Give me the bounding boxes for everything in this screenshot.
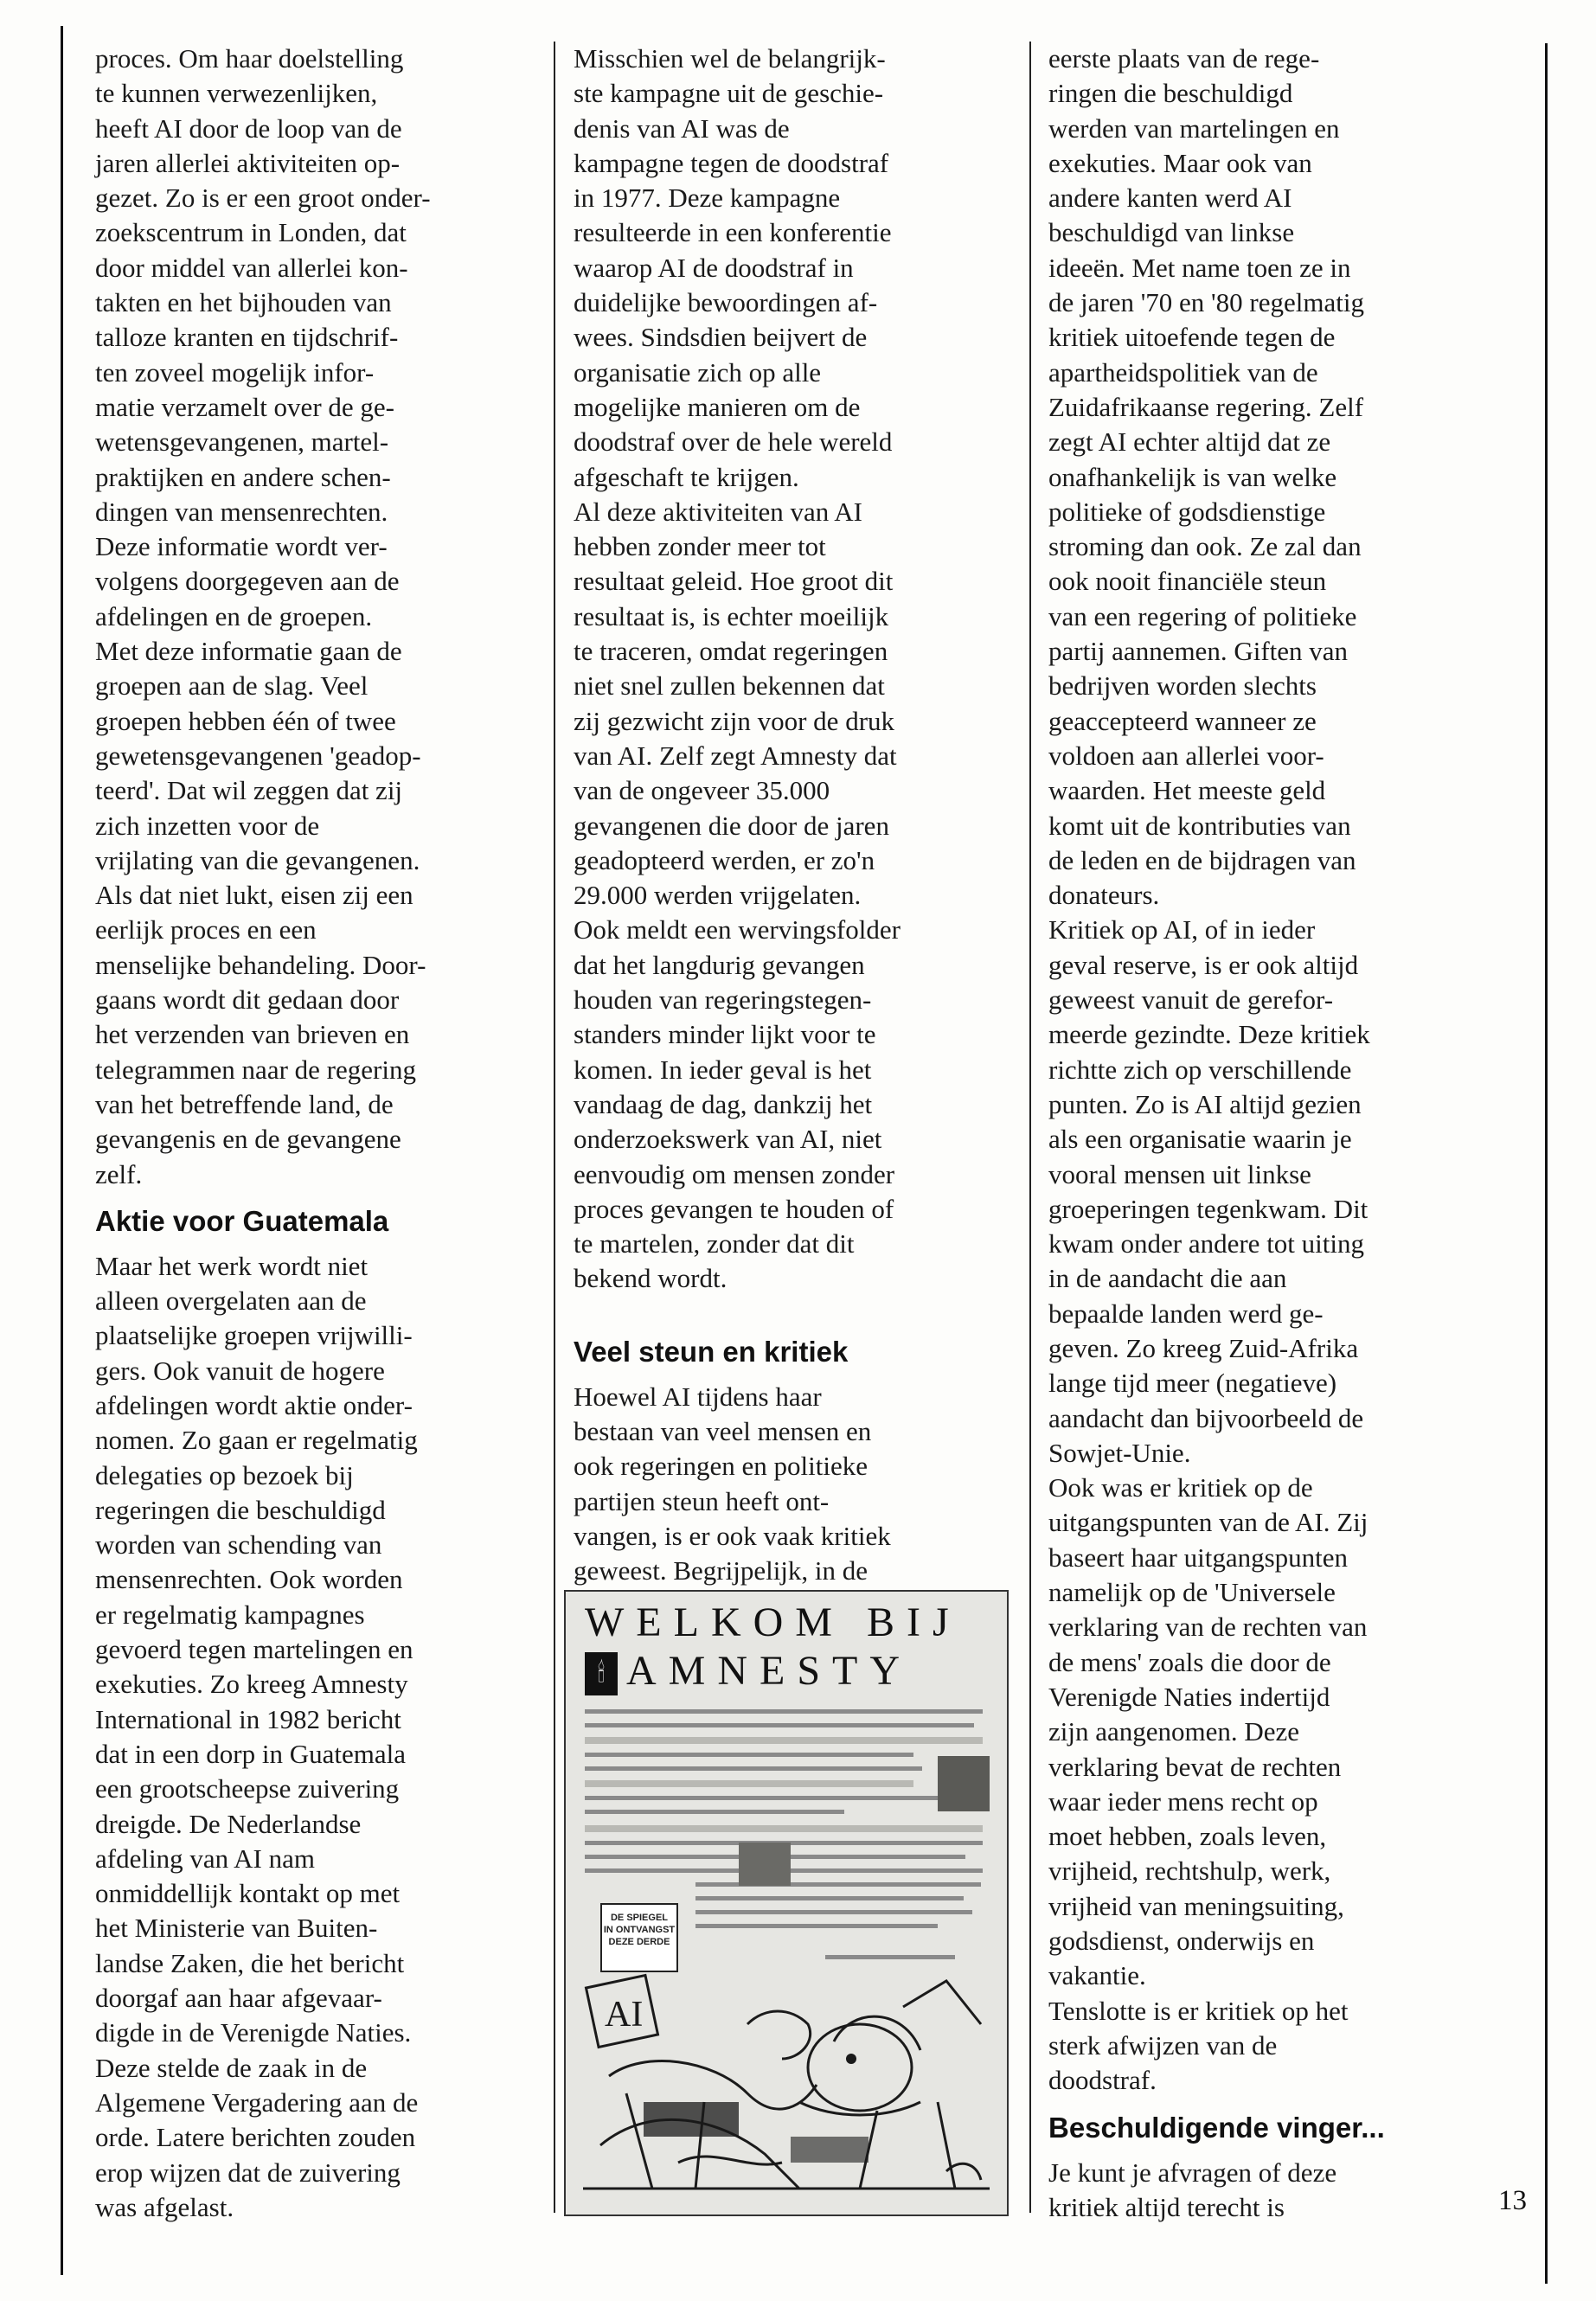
text-column-2: [574, 42, 1015, 1588]
paragraph: Met deze informatie gaan de groepen aan de slag. Veel groepen hebben één of twee gewetensgevangenen 'geadop- teerd'. Dat wil zeggen dat zij zich inzetten voor de vrijlating van die gevangenen. Als dat niet lukt, eisen zij een eerlijk proces en een menselijke behandeling. Door- gaans wordt dit gedaan door het verzenden van brieven en telegrammen naar de regering van het betreffende land, de gevangenis en de gevangene zelf.: [95, 636, 426, 1189]
text-column-1: [95, 42, 528, 2225]
paragraph: Maar het werk wordt niet alleen overgelaten aan de plaatselijke groepen vrijwilli- gers. Ook vanuit de hogere afdelingen wordt aktie onder- nomen. Zo gaan er regelmatig delegaties op bezoek bij regeringen die beschuldigd worden van schending van mensenrechten. Ook worden er regelmatig kampagnes gevoerd tegen martelingen en exekuties. Zo kreeg Amnesty International in 1982 bericht dat in een dorp in Guatemala een grootscheepse zuivering dreigde. De Nederlandse afdeling van AI nam onmiddellijk kontakt op met het Ministerie van Buiten- landse Zaken, die het bericht doorgaf aan haar afgevaar- digde in de Verenigde Naties. Deze stelde de zaak in de Algemene Vergadering aan de orde. Latere berichten zouden erop wijzen dat de zuivering was afgelast.: [95, 1250, 419, 2222]
cartoon-illustration: [574, 1972, 998, 2206]
paragraph: Tenslotte is er kritiek op het sterk afwijzen van de doodstraf.: [1048, 1995, 1349, 2096]
poster-fine-print: [585, 1753, 913, 1757]
paragraph: Ook was er kritiek op de uitgangspunten van de AI. Zij baseert haar uitgangspunten namelijk op de 'Universele verklaring van de rechten van de mens' zoals die door de Verenigde Naties indertijd zijn aangenomen. Deze verklaring bevat de rechten waar ieder mens recht op moet hebben, zoals leven, vrijheid, rechtshulp, werk, vrijheid van meningsuiting, godsdienst, onderwijs en vakantie.: [1048, 1472, 1368, 1991]
poster-title-line1: WELKOM BIJ: [585, 1599, 961, 1645]
page-number: 13: [1498, 2185, 1527, 2216]
right-page-edge: [1545, 43, 1548, 2284]
candle-logo-icon: 🕯: [585, 1652, 618, 1695]
paragraph: Ook meldt een wervingsfolder dat het langdurig gevangen houden van regeringstegen- standers minder lijkt voor te komen. In ieder geval is het vandaag de dag, dankzij het onderzoekswerk van AI, niet eenvoudig om mensen zonder proces gevangen te houden of te martelen, zonder dat dit bekend wordt.: [574, 914, 901, 1294]
text-column-3: [1048, 42, 1485, 2225]
column-rule-right: [1029, 42, 1031, 2213]
poster-fine-print: [695, 1924, 938, 1928]
poster-fine-print: [585, 1796, 983, 1800]
paragraph: eerste plaats van de rege- ringen die beschuldigd werden van martelingen en exekuties. Maar ook van andere kanten werd AI beschuldigd van linkse ideeën. Met name toen ze in de jaren '70 en '80 regelmatig kritiek uitoefende tegen de apartheidspolitiek van de Zuidafrikaanse regering. Zelf zegt AI echter altijd dat ze onafhankelijk is van welke politieke of godsdienstige stroming dan ook. Ze zal dan ook nooit financiële steun van een regering of politieke partij aannemen. Giften van bedrijven worden slechts geaccepteerd wanneer ze voldoen aan allerlei voor- waarden. Het meeste geld komt uit de kontributies van de leden en de bijdragen van donateurs.: [1048, 43, 1364, 911]
poster-fine-print: [695, 1910, 972, 1914]
poster-fine-print: [585, 1825, 983, 1832]
poster-fine-print: [825, 1955, 955, 1959]
poster-fine-print: [585, 1709, 983, 1714]
poster-fine-print: [585, 1810, 844, 1814]
paragraph: Je kunt je afvragen of deze kritiek altijd terecht is: [1048, 2157, 1337, 2222]
paragraph: Deze informatie wordt ver- volgens doorgegeven aan de afdelingen en de groepen.: [95, 531, 400, 631]
section-heading-guatemala: Aktie voor Guatemala: [95, 1204, 389, 1237]
paragraph: Misschien wel de belangrijk- ste kampagne uit de geschie- denis van AI was de kampagne tegen de doodstraf in 1977. Deze kampagne resulteerde in een konferentie waarop AI de doodstraf in duidelijke bewoordingen af- wees. Sindsdien beijvert de organisatie zich op alle mogelijke manieren om de doodstraf over de hele wereld afgeschaft te krijgen.: [574, 43, 893, 492]
ai-placard-text: AI: [605, 1995, 644, 2035]
portrait-photo: [938, 1756, 990, 1811]
poster-fine-print: [585, 1780, 913, 1787]
amnesty-poster-image: [564, 1590, 1009, 2216]
paragraph: Al deze aktiviteiten van AI hebben zonder meer tot resultaat geleid. Hoe groot dit resultaat is, is echter moeilijk te traceren, omdat regeringen niet snel zullen bekennen dat zij gezwicht zijn voor de druk van AI. Zelf zegt Amnesty dat van de ongeveer 35.000 gevangenen die door de jaren geadopteerd werden, er zo'n 29.000 werden vrijgelaten.: [574, 496, 897, 911]
paragraph: proces. Om haar doelstelling te kunnen verwezenlijken, heeft AI door de loop van de jaren allerlei aktiviteiten op- gezet. Zo is er een groot onder- zoekscentrum in Londen, dat door middel van allerlei kon- takten en het bijhouden van talloze kranten en tijdschrif- ten zoveel mogelijk infor- matie verzamelt over de ge- wetensgevangenen, martel- praktijken en andere schen- dingen van mensenrechten.: [95, 43, 431, 527]
poster-title-line2: AMNESTY: [626, 1648, 913, 1694]
poster-fine-print: [585, 1723, 974, 1727]
poster-sticker: DE SPIEGEL IN ONTVANGST DEZE DERDE: [600, 1903, 678, 1972]
column-rule-left: [554, 42, 555, 2213]
section-heading-beschuldigende-vinger: Beschuldigende vinger...: [1048, 2111, 1385, 2144]
left-page-edge: [61, 26, 63, 2275]
poster-fine-print: [585, 1737, 983, 1744]
poster-fine-print: [585, 1766, 922, 1771]
poster-fine-print: [695, 1896, 964, 1900]
small-photo: [739, 1843, 791, 1886]
paragraph: Kritiek op AI, of in ieder geval reserve, is er ook altijd geweest vanuit de gerefor- meerde gezindte. Deze kritiek richtte zich op verschillende punten. Zo is AI altijd gezien als een organisatie waarin je vooral mensen uit linkse groeperingen tegenkwam. Dit kwam onder andere tot uiting in de aandacht die aan bepaalde landen werd ge- geven. Zo kreeg Zuid-Afrika lange tijd meer (negatieve) aandacht dan bijvoorbeeld de Sowjet-Unie.: [1048, 914, 1370, 1468]
section-heading-steun-kritiek: Veel steun en kritiek: [574, 1335, 849, 1368]
paragraph: Hoewel AI tijdens haar bestaan van veel mensen en ook regeringen en politieke partijen steun heeft ont- vangen, is er ook vaak kritiek geweest. Begrijpelijk, in de: [574, 1381, 891, 1586]
